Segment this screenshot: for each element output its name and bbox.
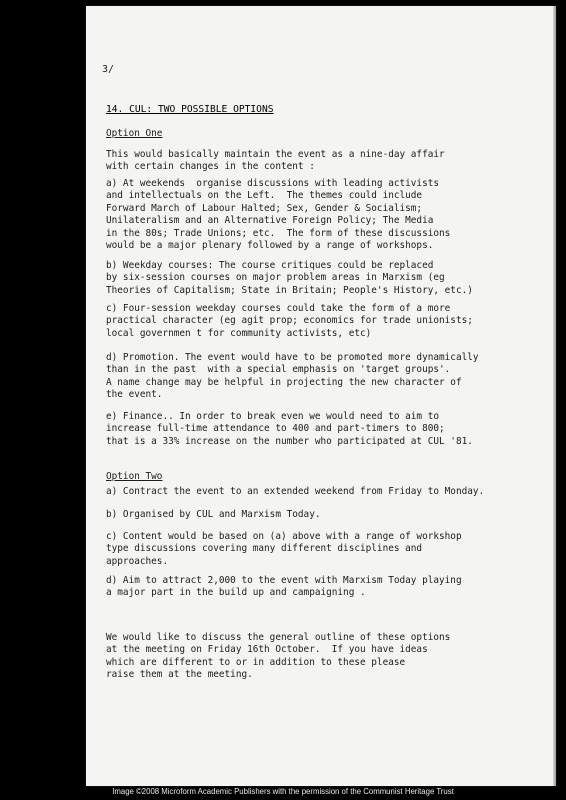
text-line: with certain changes in the content : [106, 161, 315, 173]
text-line: type discussions covering many different disciplines and [106, 543, 423, 555]
option-two-heading: Option Two [106, 471, 163, 482]
text-line: Forward March of Labour Halted; Sex, Gender & Socialism; [106, 202, 423, 214]
text-line: which are different to or in addition to these please [106, 656, 406, 668]
option-two-item-a [106, 486, 538, 498]
text-line: This would basically maintain the event as a nine-day affair [106, 149, 445, 160]
text-line: a major part in the build up and campaigning . [106, 587, 366, 599]
text-line: practical character (eg agit prop; economics for trade unionists; [106, 315, 473, 327]
text-line: d) Promotion. The event would have to be promoted more dynamically [106, 352, 479, 363]
option-one-item-b [106, 260, 538, 297]
text-line: We would like to discuss the general outline of these options [106, 632, 451, 643]
text-line: local governmen t for community activists, etc) [106, 327, 372, 339]
option-two-item-b [106, 509, 538, 521]
option-one-intro [106, 149, 538, 174]
text-line: that is a 33% increase on the number who participated at CUL '81. [106, 435, 473, 447]
text-line: the event. [106, 389, 163, 401]
page-number: 3/ [102, 64, 115, 75]
text-line: a) Contract the event to an extended weekend from Friday to Monday. [106, 486, 485, 497]
text-line: at the meeting on Friday 16th October. If you have ideas [106, 644, 428, 656]
page-edge-shadow [553, 6, 556, 786]
text-line: b) Organised by CUL and Marxism Today. [106, 509, 321, 520]
text-line: c) Four-session weekday courses could take the form of a more [106, 303, 451, 314]
text-line: d) Aim to attract 2,000 to the event with Marxism Today playing [106, 575, 462, 586]
text-line: and intellectuals on the Left. The themes could include [106, 190, 423, 202]
text-line: b) Weekday courses: The course critiques could be replaced [106, 260, 434, 271]
option-one-heading: Option One [106, 128, 163, 139]
option-two-item-d [106, 575, 538, 600]
text-line: c) Content would be based on (a) above with a range of workshop [106, 531, 462, 542]
option-one-item-a [106, 178, 538, 252]
option-one-item-c [106, 303, 538, 340]
option-two-item-c [106, 531, 538, 568]
document-page [86, 6, 556, 786]
section-heading: 14. CUL: TWO POSSIBLE OPTIONS [106, 104, 274, 115]
text-line: increase full-time attendance to 400 and part-timers to 800; [106, 423, 445, 435]
text-line: would be a major plenary followed by a range of workshops. [106, 239, 434, 251]
text-line: Unilateralism and an Alternative Foreign Policy; The Media [106, 215, 434, 227]
text-line: approaches. [106, 555, 169, 567]
text-line: by six-session courses on major problem areas in Marxism (eg [106, 272, 445, 284]
option-one-title [106, 128, 538, 140]
option-two-title [106, 471, 538, 483]
text-line: than in the past with a special emphasis on 'target groups'. [106, 364, 451, 376]
text-line: raise them at the meeting. [106, 669, 253, 681]
option-one-item-d [106, 352, 538, 402]
option-one-item-e [106, 411, 538, 448]
text-line: in the 80s; Trade Unions; etc. The form of these discussions [106, 227, 451, 239]
closing-paragraph [106, 632, 538, 682]
text-line: a) At weekends organise discussions with leading activists [106, 178, 440, 189]
text-line: e) Finance.. In order to break even we would need to aim to [106, 411, 440, 422]
text-line: Theories of Capitalism; State in Britain; People's History, etc.) [106, 284, 473, 296]
copyright-footer: Image ©2008 Microform Academic Publishers with the permission of the Communist Heritage Trust [112, 787, 454, 796]
text-line: A name change may be helpful in projecting the new character of [106, 376, 462, 388]
